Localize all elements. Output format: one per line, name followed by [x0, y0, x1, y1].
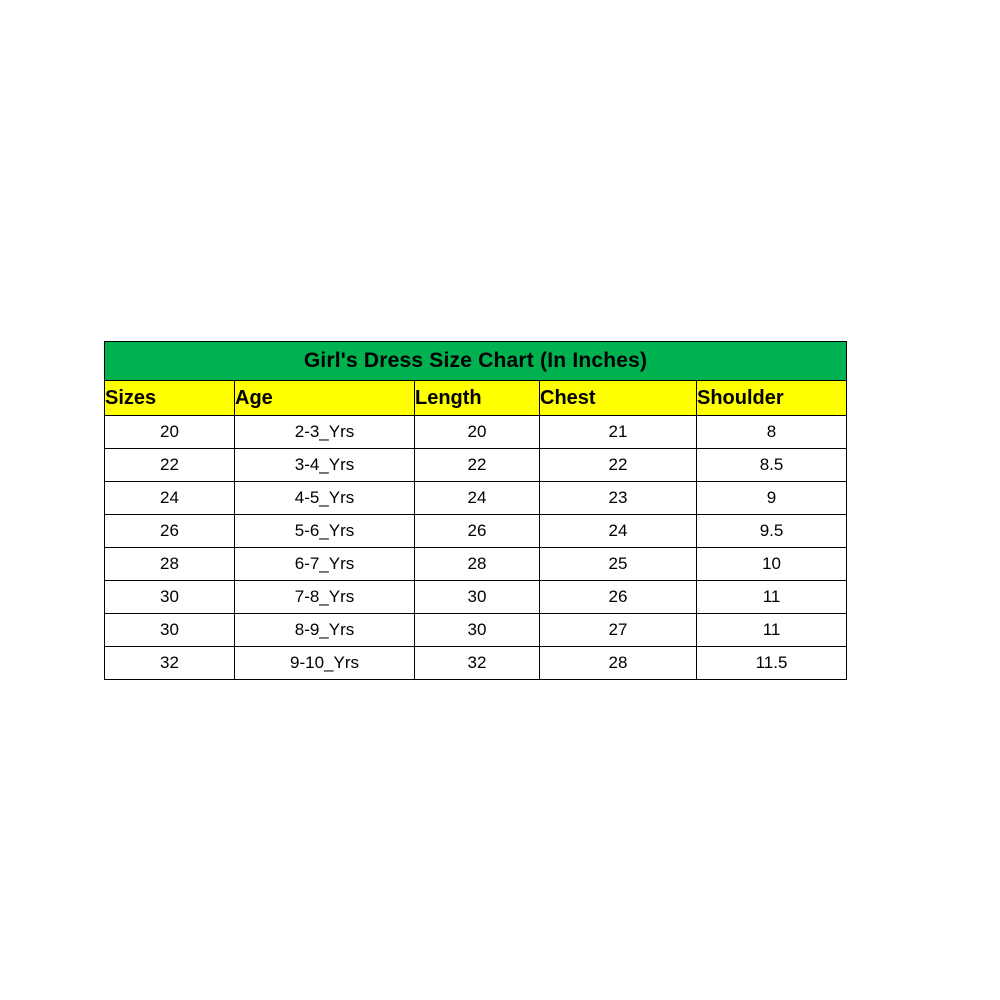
cell-age: 4-5_Yrs [235, 482, 415, 515]
cell-age: 7-8_Yrs [235, 581, 415, 614]
cell-sizes: 30 [105, 614, 235, 647]
cell-sizes: 22 [105, 449, 235, 482]
cell-sizes: 26 [105, 515, 235, 548]
cell-age: 3-4_Yrs [235, 449, 415, 482]
cell-length: 24 [415, 482, 540, 515]
table-row [105, 614, 847, 647]
cell-shoulder: 8 [697, 416, 847, 449]
table-row [105, 515, 847, 548]
cell-length: 20 [415, 416, 540, 449]
cell-age: 8-9_Yrs [235, 614, 415, 647]
cell-chest: 26 [540, 581, 697, 614]
column-header-age: Age [235, 381, 415, 416]
table-row [105, 581, 847, 614]
column-header-shoulder: Shoulder [697, 381, 847, 416]
cell-age: 9-10_Yrs [235, 647, 415, 680]
table-row [105, 482, 847, 515]
table-header-row [105, 381, 847, 416]
cell-shoulder: 11.5 [697, 647, 847, 680]
cell-chest: 25 [540, 548, 697, 581]
cell-length: 26 [415, 515, 540, 548]
table-row [105, 548, 847, 581]
size-chart-container [104, 341, 846, 680]
cell-sizes: 30 [105, 581, 235, 614]
cell-chest: 24 [540, 515, 697, 548]
cell-shoulder: 9 [697, 482, 847, 515]
cell-chest: 27 [540, 614, 697, 647]
cell-shoulder: 8.5 [697, 449, 847, 482]
table-row [105, 416, 847, 449]
cell-sizes: 28 [105, 548, 235, 581]
column-header-chest: Chest [540, 381, 697, 416]
chart-title: Girl's Dress Size Chart (In Inches) [105, 342, 847, 381]
cell-age: 6-7_Yrs [235, 548, 415, 581]
column-header-length: Length [415, 381, 540, 416]
cell-shoulder: 10 [697, 548, 847, 581]
cell-shoulder: 9.5 [697, 515, 847, 548]
cell-length: 30 [415, 614, 540, 647]
cell-shoulder: 11 [697, 614, 847, 647]
cell-chest: 23 [540, 482, 697, 515]
column-header-sizes: Sizes [105, 381, 235, 416]
cell-length: 32 [415, 647, 540, 680]
cell-sizes: 32 [105, 647, 235, 680]
size-chart-table [104, 341, 847, 680]
cell-length: 28 [415, 548, 540, 581]
cell-shoulder: 11 [697, 581, 847, 614]
cell-sizes: 24 [105, 482, 235, 515]
cell-age: 2-3_Yrs [235, 416, 415, 449]
cell-sizes: 20 [105, 416, 235, 449]
cell-age: 5-6_Yrs [235, 515, 415, 548]
cell-length: 22 [415, 449, 540, 482]
cell-chest: 28 [540, 647, 697, 680]
table-row [105, 647, 847, 680]
table-title-row [105, 342, 847, 381]
table-row [105, 449, 847, 482]
cell-chest: 21 [540, 416, 697, 449]
cell-chest: 22 [540, 449, 697, 482]
cell-length: 30 [415, 581, 540, 614]
